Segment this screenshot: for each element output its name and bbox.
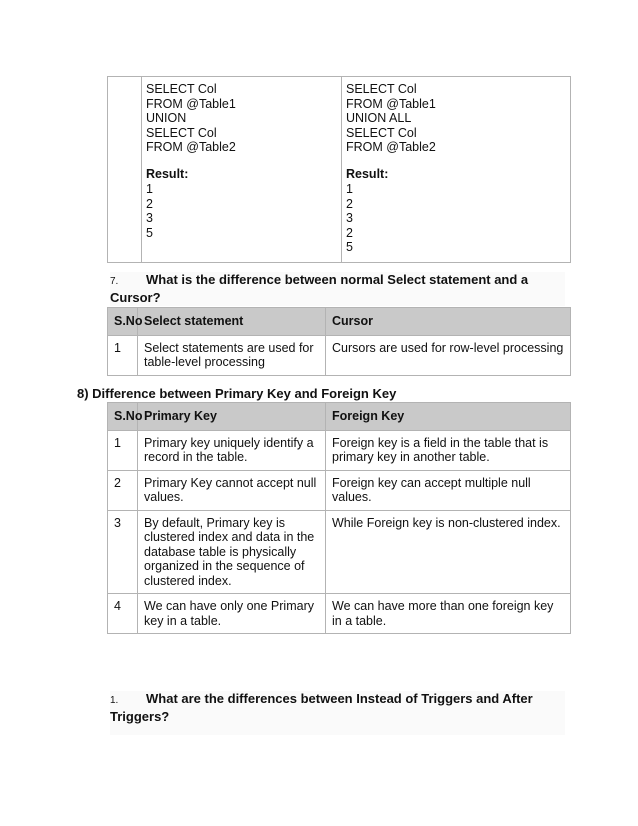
code-line: SELECT Col — [346, 82, 417, 96]
question-text-line1: What is the difference between normal Select statement and a — [146, 272, 529, 287]
table-cell: 1 — [108, 430, 138, 470]
code-line: SELECT Col — [146, 125, 217, 140]
result-value: 5 — [346, 240, 353, 254]
code-line: UNION — [146, 111, 187, 125]
table-row — [108, 470, 571, 510]
header-foreign-key: Foreign Key — [326, 403, 571, 431]
result-value: 3 — [346, 211, 353, 225]
table-header-row — [108, 308, 571, 336]
table-cell: Primary Key cannot accept null values. — [138, 470, 326, 510]
table-cell: Foreign key can accept multiple null values. — [326, 470, 571, 510]
table-row — [108, 594, 571, 634]
cursor-comparison-table — [107, 307, 571, 376]
question-text-line2: Triggers? — [110, 709, 170, 724]
header-select-statement: Select statement — [138, 308, 326, 336]
result-label: Result: — [346, 166, 389, 181]
result-value: 2 — [146, 196, 153, 211]
question-1 — [110, 691, 565, 735]
result-value: 1 — [346, 182, 353, 196]
question-number: 1. — [110, 695, 119, 706]
header-sno: S.No — [108, 403, 138, 431]
code-line: SELECT Col — [146, 82, 217, 96]
result-value: 5 — [146, 225, 153, 240]
table-cell: 4 — [108, 594, 138, 634]
table-cell: While Foreign key is non-clustered index. — [326, 510, 571, 594]
union-cell — [142, 77, 342, 263]
table-header-row — [108, 403, 571, 431]
table-cell: We can have only one Primary key in a table. — [138, 594, 326, 634]
table-row — [108, 510, 571, 594]
table-cell: 1 — [108, 335, 138, 375]
code-line: FROM @Table1 — [346, 96, 436, 111]
table-cell: Primary key uniquely identify a record in the table. — [138, 430, 326, 470]
table-cell-empty — [108, 77, 142, 263]
table-cell: Foreign key is a field in the table that is primary key in another table. — [326, 430, 571, 470]
question-7 — [110, 272, 565, 306]
union-all-cell — [342, 77, 571, 263]
table-cell: Cursors are used for row-level processing — [326, 335, 571, 375]
section-heading: 8) Difference between Primary Key and Foreign Key — [77, 386, 397, 401]
header-sno: S.No — [108, 308, 138, 336]
code-line: FROM @Table2 — [146, 140, 236, 154]
table-row — [108, 335, 571, 375]
result-value: 1 — [146, 182, 153, 196]
question-number: 7. — [110, 276, 119, 287]
table-cell: We can have more than one foreign key in a table. — [326, 594, 571, 634]
code-line: SELECT Col — [346, 125, 417, 140]
primary-foreign-key-table — [107, 402, 571, 634]
header-primary-key: Primary Key — [138, 403, 326, 431]
code-line: FROM @Table2 — [346, 140, 436, 154]
result-label: Result: — [146, 166, 189, 181]
table-cell: 3 — [108, 510, 138, 594]
question-text-line1: What are the differences between Instead of Triggers and After — [146, 691, 533, 706]
result-value: 2 — [346, 225, 353, 240]
table-row — [108, 77, 571, 263]
result-value: 2 — [346, 196, 353, 211]
table-row — [108, 430, 571, 470]
question-text-line2: Cursor? — [110, 290, 161, 305]
table-cell: 2 — [108, 470, 138, 510]
result-value: 3 — [146, 211, 153, 225]
code-line: UNION ALL — [346, 111, 412, 125]
union-comparison-table — [107, 76, 571, 263]
table-cell: By default, Primary key is clustered index and data in the database table is physically organized in the sequence of clustered index. — [138, 510, 326, 594]
code-line: FROM @Table1 — [146, 96, 236, 111]
header-cursor: Cursor — [326, 308, 571, 336]
table-cell: Select statements are used for table-level processing — [138, 335, 326, 375]
